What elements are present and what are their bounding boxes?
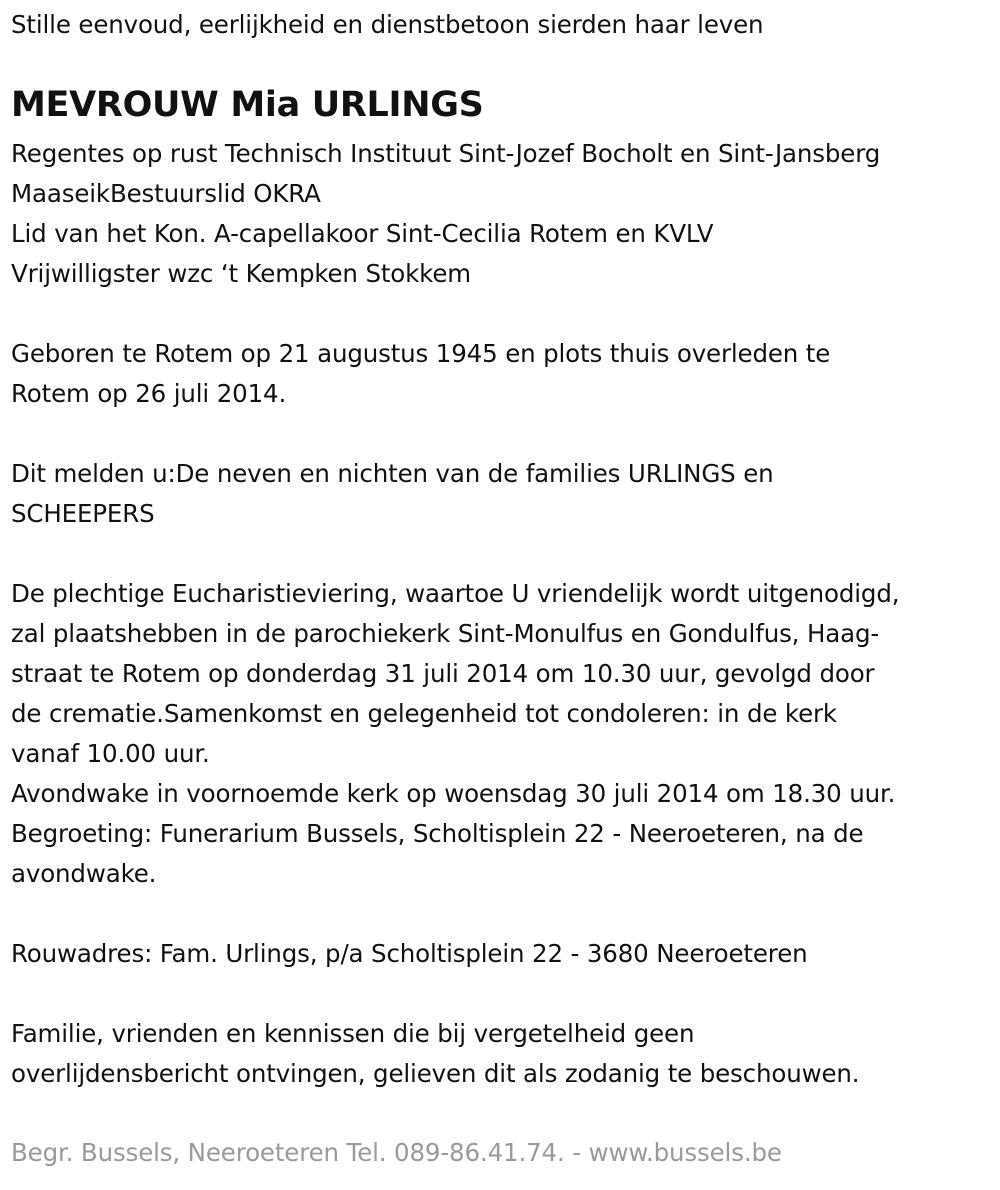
mourning-address: Rouwadres: Fam. Urlings, p/a Scholtisplein 22 - 3680 Neeroeteren xyxy=(11,939,808,968)
deceased-name: MEVROUW Mia URLINGS xyxy=(11,85,484,125)
birth-death-line: Geboren te Rotem op 21 augustus 1945 en plots thuis overleden te xyxy=(11,339,831,368)
motto: Stille eenvoud, eerlijkheid en dienstbetoon sierden haar leven xyxy=(11,10,764,39)
ceremony-line: vanaf 10.00 uur. xyxy=(11,739,210,768)
announcers-line: SCHEEPERS xyxy=(11,499,155,528)
funeral-home-footer: Begr. Bussels, Neeroeteren Tel. 089-86.41.74. - www.bussels.be xyxy=(11,1138,782,1167)
roles-block xyxy=(11,134,880,294)
address-block xyxy=(11,934,808,974)
ceremony-line: Avondwake in voornoemde kerk op woensdag 30 juli 2014 om 18.30 uur. xyxy=(11,779,896,808)
announcers-line: Dit melden u:De neven en nichten van de families URLINGS en xyxy=(11,459,774,488)
ceremony-line: zal plaatshebben in de parochiekerk Sint-Monulfus en Gondulfus, Haag- xyxy=(11,619,880,648)
ceremony-line: avondwake. xyxy=(11,859,157,888)
closing-block xyxy=(11,1014,859,1094)
role-line: MaaseikBestuurslid OKRA xyxy=(11,179,321,208)
ceremony-line: De plechtige Eucharistieviering, waartoe U vriendelijk wordt uitgenodigd, xyxy=(11,579,900,608)
ceremony-line: de crematie.Samenkomst en gelegenheid tot condoleren: in de kerk xyxy=(11,699,837,728)
ceremony-line: straat te Rotem op donderdag 31 juli 2014 om 10.30 uur, gevolgd door xyxy=(11,659,875,688)
closing-line: overlijdensbericht ontvingen, gelieven dit als zodanig te beschouwen. xyxy=(11,1059,860,1088)
ceremony-block xyxy=(11,574,899,894)
closing-line: Familie, vrienden en kennissen die bij vergetelheid geen xyxy=(11,1019,695,1048)
ceremony-line: Begroeting: Funerarium Bussels, Scholtisplein 22 - Neeroeteren, na de xyxy=(11,819,864,848)
role-line: Vrijwilligster wzc ‘t Kempken Stokkem xyxy=(11,259,471,288)
role-line: Regentes op rust Technisch Instituut Sint-Jozef Bocholt en Sint-Jansberg xyxy=(11,139,881,168)
birth-death-line: Rotem op 26 juli 2014. xyxy=(11,379,287,408)
announcers-block xyxy=(11,454,774,534)
role-line: Lid van het Kon. A-capellakoor Sint-Cecilia Rotem en KVLV xyxy=(11,219,714,248)
birth-death-block xyxy=(11,334,830,414)
